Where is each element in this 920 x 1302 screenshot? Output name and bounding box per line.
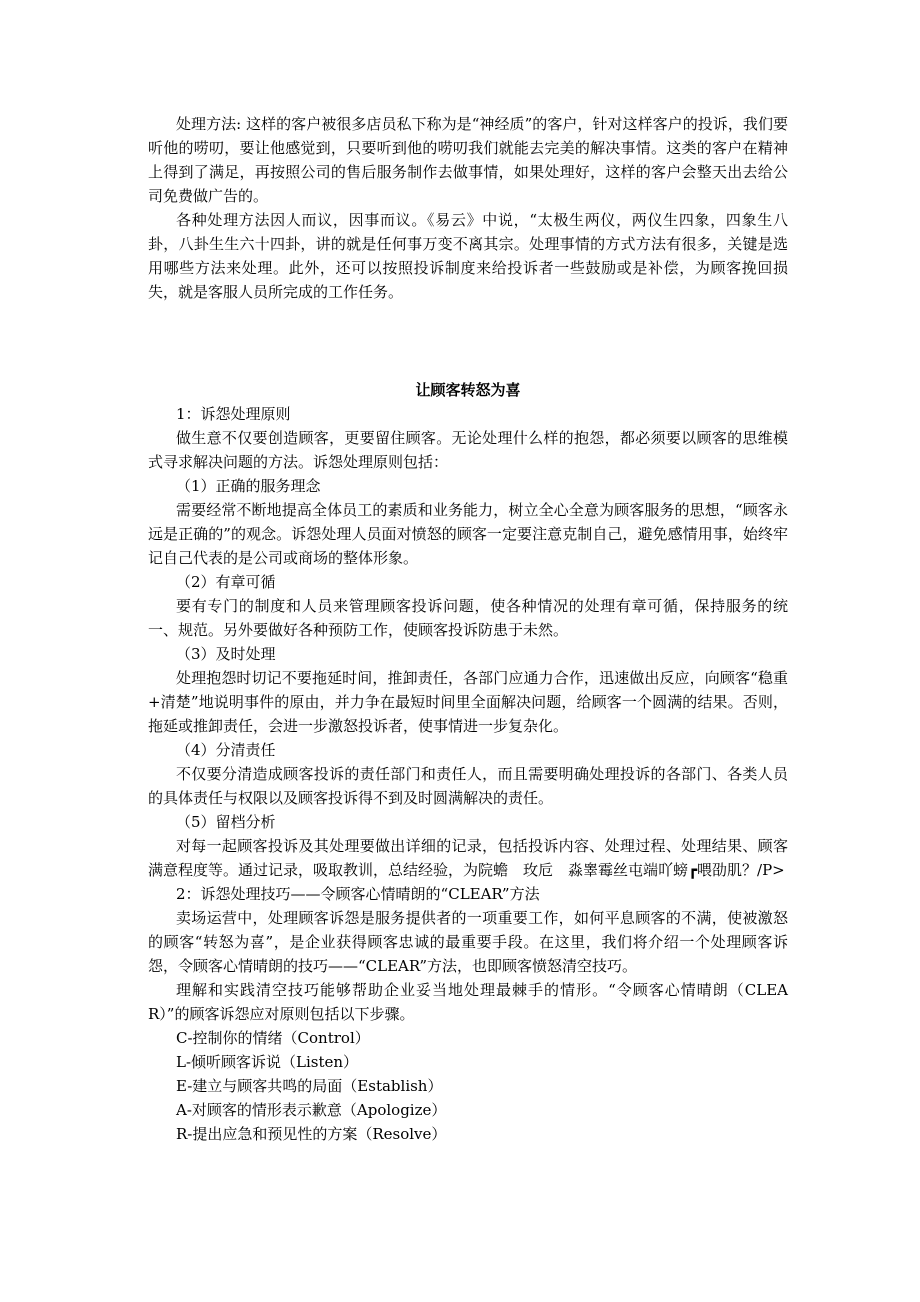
item-1-text: 需要经常不断地提高全体员工的素质和业务能力，树立全心全意为顾客服务的思想，“顾客永远是正确的”的观念。诉怨处理人员面对愤怒的顾客一定要注意克制自己，避免感情用事，始终牢记自己代表的是公司或商场的整体形象。	[148, 501, 788, 567]
paragraph-various-methods: 各种处理方法因人而议，因事而议。《易云》中说，“太极生两仪，两仪生四象，四象生八卦，八卦生生六十四卦，讲的就是任何事万变不离其宗。处理事情的方式方法有很多，关键是选用哪些方法来处理。此外，还可以按照投诉制度来给投诉者一些鼓励或是补偿，为顾客挽回损失，就是客服人员所完成的工作任务。	[148, 211, 788, 301]
section-2-paragraph-2: 理解和实践清空技巧能够帮助企业妥当地处理最棘手的情形。“令顾客心情晴朗（CLEAR）”的顾客诉怨应对原则包括以下步骤。	[148, 981, 788, 1023]
item-3-text: 处理抱怨时切记不要拖延时间，推卸责任，各部门应通力合作，迅速做出反应，向顾客“稳重+清楚”地说明事件的原由，并力争在最短时间里全面解决问题，给顾客一个圆满的结果。否则，拖延或推卸责任，会进一步激怒投诉者，使事情进一步复杂化。	[148, 669, 788, 735]
item-4-text: 不仅要分清造成顾客投诉的责任部门和责任人，而且需要明确处理投诉的各部门、各类人员的具体责任与权限以及顾客投诉得不到及时圆满解决的责任。	[148, 765, 788, 807]
item-5-heading: （5）留档分析	[176, 813, 276, 831]
section-2-heading: 2：诉怨处理技巧——令顾客心情晴朗的“CLEAR”方法	[176, 885, 540, 903]
step-resolve: R-提出应急和预见性的方案（Resolve）	[176, 1125, 447, 1143]
item-2-text: 要有专门的制度和人员来管理顾客投诉问题，使各种情况的处理有章可循，保持服务的统一、规范。另外要做好各种预防工作，使顾客投诉防患于未然。	[148, 597, 788, 639]
article-title: 让顾客转怒为喜	[415, 381, 521, 399]
section-1-intro: 做生意不仅要创造顾客，更要留住顾客。无论处理什么样的抱怨，都必须要以顾客的思维模式寻求解决问题的方法。诉怨处理原则包括：	[148, 429, 788, 471]
article-section	[148, 378, 788, 1146]
step-listen: L-倾听顾客诉说（Listen）	[176, 1053, 359, 1071]
section-2-paragraph-1: 卖场运营中，处理顾客诉怨是服务提供者的一项重要工作，如何平息顾客的不满，使被激怒的顾客“转怒为喜”，是企业获得顾客忠诚的最重要手段。在这里，我们将介绍一个处理顾客诉怨，令顾客心情晴朗的技巧——“CLEAR”方法，也即顾客愤怒清空技巧。	[148, 909, 788, 975]
step-apologize: A-对顾客的情形表示歉意（Apologize）	[176, 1101, 447, 1119]
item-1-heading: （1）正确的服务理念	[176, 477, 321, 495]
item-4-heading: （4）分清责任	[176, 741, 276, 759]
item-3-heading: （3）及时处理	[176, 645, 276, 663]
section-1-heading: 1：诉怨处理原则	[176, 405, 291, 423]
item-2-heading: （2）有章可循	[176, 573, 276, 591]
top-section	[148, 112, 788, 304]
step-establish: E-建立与顾客共鸣的局面（Establish）	[176, 1077, 443, 1095]
step-control: C-控制你的情绪（Control）	[176, 1029, 370, 1047]
paragraph-handling-method: 处理方法: 这样的客户被很多店员私下称为是“神经质”的客户，针对这样客户的投诉，我们要听他的唠叨，要让他感觉到，只要听到他的唠叨我们就能去完美的解决事情。这类的客户在精神上得到了满足，再按照公司的售后服务制作去做事情，如果处理好，这样的客户会整天出去给公司免费做广告的。	[148, 115, 788, 205]
item-5-text: 对每一起顾客投诉及其处理要做出详细的记录，包括投诉内容、处理过程、处理结果、顾客满意程度等。通过记录，吸取教训，总结经验，为院蟾 玫卮 淼睾霉丝屯端吖螃┏喂劭肌？/P>	[148, 837, 788, 879]
